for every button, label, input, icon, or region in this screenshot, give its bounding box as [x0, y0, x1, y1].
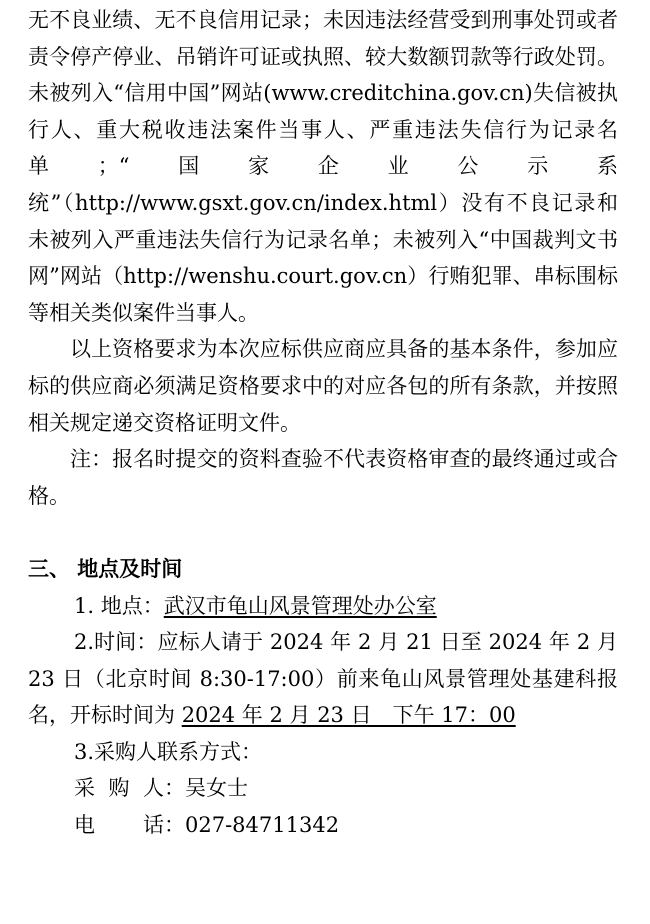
label-char: 采	[74, 776, 95, 801]
contact-row-phone	[28, 807, 618, 844]
time-text: 2.时间：应标人请于 2024 年 2 月 21 日至 2024 年 2 月 23 日（北京时间 8:30-17:00）前来龟山风景管理处基建科报名，开标时间为	[28, 630, 618, 728]
contact-heading: 3.采购人联系方式：	[74, 739, 263, 764]
contact-value-phone: ：027-84711342	[164, 813, 340, 838]
label-char: 人	[143, 776, 164, 801]
qualification-paragraph: 无不良业绩、无不良信用记录；未因违法经营受到刑事处罚或者责令停产停业、吊销许可证或执照、较大数额罚款等行政处罚。未被列入“信用中国”网站(www.creditchina.gov.cn)失信被执行人、重大税收违法案件当事人、严重违法失信行为记录名单；“国家企业公示系统”（http://www.gsxt.gov.cn/index.html）没有不良记录和未被列入严重违法失信行为记录名单；未被列入“中国裁判文书网”网站（http://wenshu.court.gov.cn）行贿犯罪、串标围标等相关类似案件当事人。	[28, 8, 618, 325]
open-time: 2024 年 2 月 23 日 下午 17：00	[181, 703, 516, 728]
section-heading: 三、 地点及时间	[28, 556, 183, 581]
contact-label-phone	[74, 807, 164, 844]
label-char: 话	[143, 813, 164, 838]
note-paragraph: 注：报名时提交的资料查验不代表资格审查的最终通过或合格。	[28, 447, 618, 508]
label-char: 购	[108, 776, 130, 801]
contact-row-buyer	[28, 770, 618, 807]
time-paragraph	[28, 624, 618, 734]
contact-label-buyer	[74, 770, 164, 807]
document-page	[28, 2, 618, 844]
label-char: 电	[74, 813, 95, 838]
location-label: 1. 地点：	[74, 593, 164, 618]
location-value: 武汉市龟山风景管理处办公室	[163, 593, 437, 618]
blank-line	[28, 514, 618, 551]
contact-value-buyer: ：吴女士	[164, 776, 248, 801]
location-line	[28, 588, 618, 625]
basic-conditions-paragraph: 以上资格要求为本次应标供应商应具备的基本条件，参加应标的供应商必须满足资格要求中的对应各包的所有条款，并按照相关规定递交资格证明文件。	[28, 337, 618, 435]
